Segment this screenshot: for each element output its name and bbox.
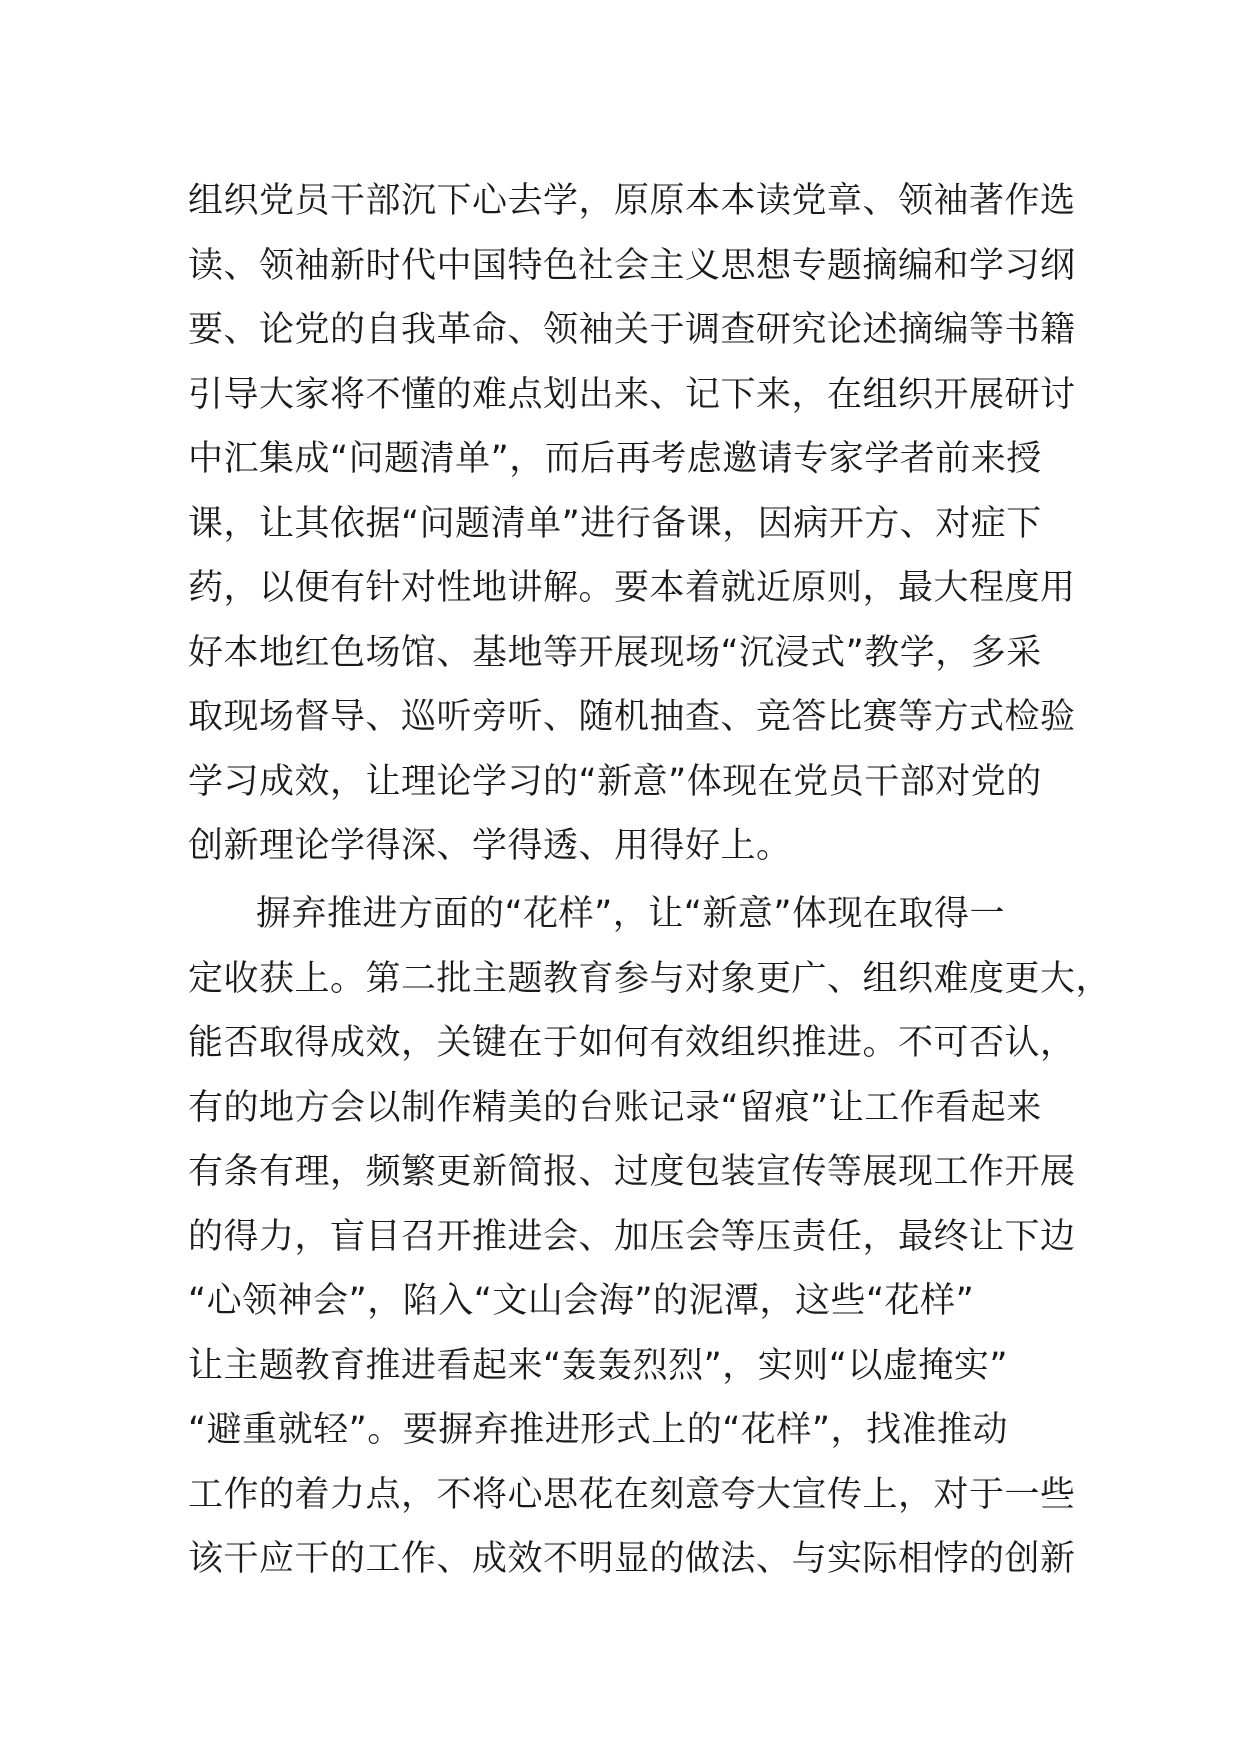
paragraph-1-line: 读、领袖新时代中国特色社会主义思想专题摘编和学习纲 <box>188 245 1076 286</box>
paragraph-2-line: 有条有理，频繁更新简报、过度包装宣传等展现工作开展 <box>188 1152 1076 1192</box>
paragraph-1-line: 学习成效，让理论学习的“新意”体现在党员干部对党的 <box>188 761 1042 802</box>
paragraph-2-first-line: 摒弃推进方面的“花样”，让“新意”体现在取得一 <box>256 894 1006 934</box>
paragraph-1-line: 药，以便有针对性地讲解。要本着就近原则，最大程度用 <box>188 568 1076 608</box>
paragraph-1-line: 课，让其依据“问题清单”进行备课，因病开方、对症下 <box>188 503 1042 544</box>
paragraph-1-line: 要、论党的自我革命、领袖关于调查研究论述摘编等书籍 <box>188 310 1076 350</box>
paragraph-2-line: 能否取得成效，关键在于如何有效组织推进。不可否认， <box>188 1023 1076 1063</box>
paragraph-1-line: 组织党员干部沉下心去学，原原本本读党章、领袖著作选 <box>188 181 1076 221</box>
paragraph-1-line: 引导大家将不懂的难点划出来、记下来，在组织开展研讨 <box>188 374 1076 415</box>
paragraph-1 <box>188 169 1078 879</box>
paragraph-2-line: 定收获上。第二批主题教育参与对象更广、组织难度更大， <box>188 958 1112 999</box>
paragraph-2-line: 的得力，盲目召开推进会、加压会等压责任，最终让下边 <box>188 1216 1076 1257</box>
paragraph-2-line: “避重就轻”。要摒弃推进形式上的“花样”，找准推动 <box>188 1410 1009 1450</box>
paragraph-2 <box>188 882 1112 1592</box>
paragraph-1-line: 创新理论学得深、学得透、用得好上。 <box>188 826 792 866</box>
paragraph-2-line: 工作的着力点，不将心思花在刻意夸大宣传上，对于一些 <box>188 1474 1076 1515</box>
paragraph-1-line: 好本地红色场馆、基地等开展现场“沉浸式”教学，多采 <box>188 632 1042 673</box>
paragraph-2-line: 该干应干的工作、成效不明显的做法、与实际相悖的创新 <box>188 1539 1076 1579</box>
paragraph-1-line: 中汇集成“问题清单”，而后再考虑邀请专家学者前来授 <box>188 439 1042 479</box>
paragraph-2-line: 让主题教育推进看起来“轰轰烈烈”，实则“以虚掩实” <box>188 1345 1009 1386</box>
paragraph-2-line: 有的地方会以制作精美的台账记录“留痕”让工作看起来 <box>188 1087 1042 1128</box>
paragraph-2-line: “心领神会”，陷入“文山会海”的泥潭，这些“花样” <box>188 1281 975 1321</box>
paragraph-1-line: 取现场督导、巡听旁听、随机抽查、竞答比赛等方式检验 <box>188 697 1076 737</box>
